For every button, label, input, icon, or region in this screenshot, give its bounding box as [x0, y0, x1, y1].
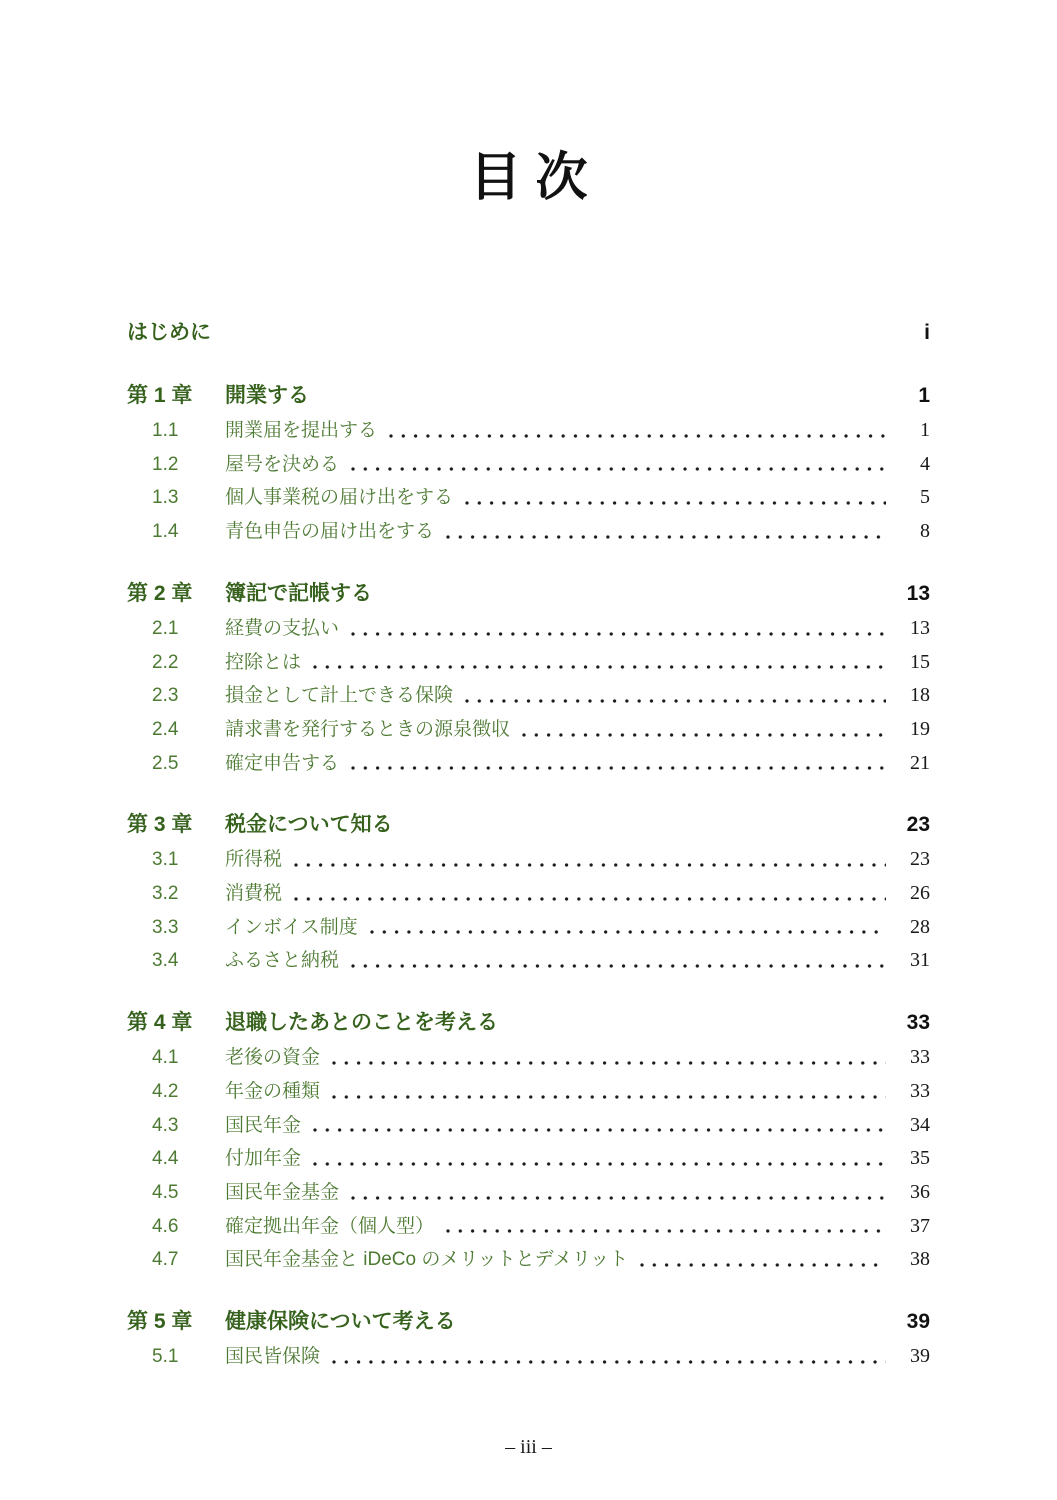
section-title: 個人事業税の届け出をする — [225, 487, 454, 509]
chapter-title: 税金について知る — [225, 813, 393, 837]
section-list — [127, 1340, 930, 1374]
toc-chapter-row[interactable] — [127, 575, 930, 612]
leader-dots — [640, 1263, 886, 1267]
section-page-number: 13 — [910, 616, 930, 639]
toc-section-row[interactable] — [127, 481, 930, 515]
section-title: 消費税 — [225, 883, 283, 905]
section-title: 請求書を発行するときの源泉徴収 — [225, 718, 511, 740]
section-number: 2.1 — [152, 617, 179, 639]
section-page-number: 34 — [910, 1113, 930, 1136]
toc-section-row[interactable] — [127, 713, 930, 747]
section-number: 2.2 — [152, 651, 179, 673]
section-number: 3.2 — [152, 883, 179, 905]
section-title: ふるさと納税 — [225, 950, 340, 972]
frontmatter-page-number: i — [924, 321, 930, 344]
chapter-title: 退職したあとのことを考える — [225, 1011, 498, 1035]
section-page-number: 8 — [920, 520, 930, 543]
section-title: 損金として計上できる保険 — [225, 685, 454, 707]
toc-chapter-block — [127, 1303, 930, 1374]
section-number: 4.6 — [152, 1215, 179, 1237]
toc-section-row[interactable] — [127, 1041, 930, 1075]
toc-chapter-block — [127, 806, 930, 978]
toc-section-row[interactable] — [127, 515, 930, 549]
section-title: 経費の支払い — [225, 617, 340, 639]
toc-section-row[interactable] — [127, 1243, 930, 1277]
toc-chapter-block — [127, 377, 930, 549]
toc-section-row[interactable] — [127, 448, 930, 482]
section-number: 2.5 — [152, 752, 179, 774]
section-page-number: 1 — [920, 419, 930, 441]
chapter-label: 第 1 章 — [127, 384, 193, 407]
toc-chapter-block — [127, 1004, 930, 1277]
section-number: 2.3 — [152, 685, 179, 707]
section-page-number: 36 — [910, 1180, 930, 1203]
section-page-number: 4 — [920, 452, 930, 475]
section-title: 確定拠出年金（個人型） — [225, 1215, 435, 1237]
section-page-number: 23 — [910, 848, 930, 871]
section-number: 1.3 — [152, 487, 179, 509]
leader-dots — [332, 1360, 886, 1364]
toc-section-row[interactable] — [127, 1075, 930, 1109]
section-page-number: 19 — [910, 717, 930, 740]
section-title: 青色申告の届け出をする — [225, 521, 435, 543]
toc-section-row[interactable] — [127, 612, 930, 646]
toc-entry-frontmatter[interactable] — [127, 314, 930, 351]
page-footer: – iii – — [505, 1436, 552, 1458]
chapter-label: 第 3 章 — [127, 813, 193, 837]
toc-section-row[interactable] — [127, 1109, 930, 1143]
chapter-page-number: 33 — [906, 1011, 930, 1035]
toc-section-row[interactable] — [127, 1340, 930, 1374]
leader-dots — [351, 1196, 886, 1200]
toc-list — [127, 314, 930, 1374]
chapter-page-number: 13 — [906, 581, 930, 605]
section-number: 4.7 — [152, 1249, 179, 1271]
section-page-number: 31 — [910, 949, 930, 972]
section-number: 4.5 — [152, 1181, 179, 1203]
leader-dots — [351, 632, 886, 636]
section-list — [127, 414, 930, 549]
chapter-title: 簿記で記帳する — [225, 581, 372, 605]
section-number: 4.3 — [152, 1114, 179, 1136]
leader-dots — [332, 1095, 886, 1099]
section-title: 確定申告する — [225, 752, 340, 774]
section-title: 年金の種類 — [225, 1080, 321, 1102]
leader-dots — [351, 964, 886, 968]
section-title: 所得税 — [225, 849, 283, 871]
section-list — [127, 612, 930, 781]
section-page-number: 26 — [910, 882, 930, 905]
section-title: 国民年金 — [225, 1114, 302, 1136]
leader-dots — [465, 501, 886, 505]
toc-chapter-row[interactable] — [127, 1303, 930, 1340]
section-number: 2.4 — [152, 718, 179, 740]
toc-section-row[interactable] — [127, 944, 930, 978]
toc-chapter-row[interactable] — [127, 1004, 930, 1041]
leader-dots — [370, 930, 886, 934]
section-title: 国民年金基金 — [225, 1181, 340, 1203]
leader-dots — [446, 535, 886, 539]
toc-section-row[interactable] — [127, 877, 930, 911]
leader-dots — [465, 699, 886, 703]
toc-section-row[interactable] — [127, 747, 930, 781]
section-page-number: 18 — [910, 684, 930, 707]
section-list — [127, 1041, 930, 1277]
toc-chapter-block — [127, 575, 930, 781]
leader-dots — [446, 1229, 886, 1233]
chapter-page-number: 1 — [918, 384, 930, 407]
frontmatter-label: はじめに — [127, 321, 211, 344]
section-title: 屋号を決める — [225, 453, 340, 475]
section-number: 1.4 — [152, 521, 179, 543]
section-page-number: 15 — [910, 650, 930, 673]
toc-section-row[interactable] — [127, 679, 930, 713]
section-page-number: 37 — [910, 1214, 930, 1237]
toc-section-row[interactable] — [127, 1176, 930, 1210]
section-number: 1.2 — [152, 453, 179, 475]
section-title: 開業届を提出する — [225, 420, 378, 441]
section-list — [127, 843, 930, 978]
toc-section-row[interactable] — [127, 1142, 930, 1176]
chapter-label: 第 4 章 — [127, 1011, 193, 1035]
section-page-number: 33 — [910, 1079, 930, 1102]
toc-section-row[interactable] — [127, 911, 930, 945]
leader-dots — [294, 897, 886, 901]
page-title: 目次 — [469, 149, 602, 207]
section-number: 3.4 — [152, 950, 179, 972]
chapter-label: 第 5 章 — [127, 1310, 193, 1334]
leader-dots — [313, 1162, 886, 1166]
section-title: 付加年金 — [225, 1148, 302, 1170]
leader-dots — [332, 1061, 886, 1065]
section-number: 3.3 — [152, 916, 179, 938]
section-page-number: 35 — [910, 1147, 930, 1170]
section-title: 国民皆保険 — [225, 1346, 321, 1368]
section-title: 国民年金基金と iDeCo のメリットとデメリット — [225, 1249, 629, 1271]
section-title: 老後の資金 — [225, 1047, 321, 1069]
section-title: 控除とは — [225, 651, 302, 673]
leader-dots — [389, 434, 886, 438]
chapter-list — [127, 377, 930, 1374]
toc-section-row[interactable] — [127, 1210, 930, 1244]
section-page-number: 33 — [910, 1046, 930, 1069]
leader-dots — [351, 467, 886, 471]
chapter-page-number: 39 — [906, 1310, 930, 1334]
chapter-label: 第 2 章 — [127, 581, 193, 605]
section-number: 4.1 — [152, 1047, 179, 1069]
chapter-page-number: 23 — [906, 813, 930, 837]
leader-dots — [522, 733, 886, 737]
section-page-number: 28 — [910, 915, 930, 938]
leader-dots — [313, 665, 886, 669]
section-page-number: 21 — [910, 751, 930, 774]
section-page-number: 38 — [910, 1248, 930, 1271]
toc-section-row[interactable] — [127, 414, 930, 448]
toc-chapter-row[interactable] — [127, 806, 930, 843]
toc-section-row[interactable] — [127, 843, 930, 877]
leader-dots — [351, 766, 886, 770]
section-number: 4.4 — [152, 1148, 179, 1170]
chapter-title: 健康保険について考える — [225, 1310, 456, 1334]
toc-section-row[interactable] — [127, 646, 930, 680]
section-number: 5.1 — [152, 1346, 179, 1368]
toc-chapter-row[interactable] — [127, 377, 930, 414]
section-page-number: 5 — [920, 486, 930, 509]
section-page-number: 39 — [910, 1345, 930, 1368]
section-number: 3.1 — [152, 849, 179, 871]
chapter-title: 開業する — [225, 384, 309, 407]
section-number: 1.1 — [152, 420, 179, 441]
leader-dots — [313, 1128, 886, 1132]
section-title: インボイス制度 — [225, 916, 358, 938]
leader-dots — [294, 863, 886, 867]
section-number: 4.2 — [152, 1080, 179, 1102]
